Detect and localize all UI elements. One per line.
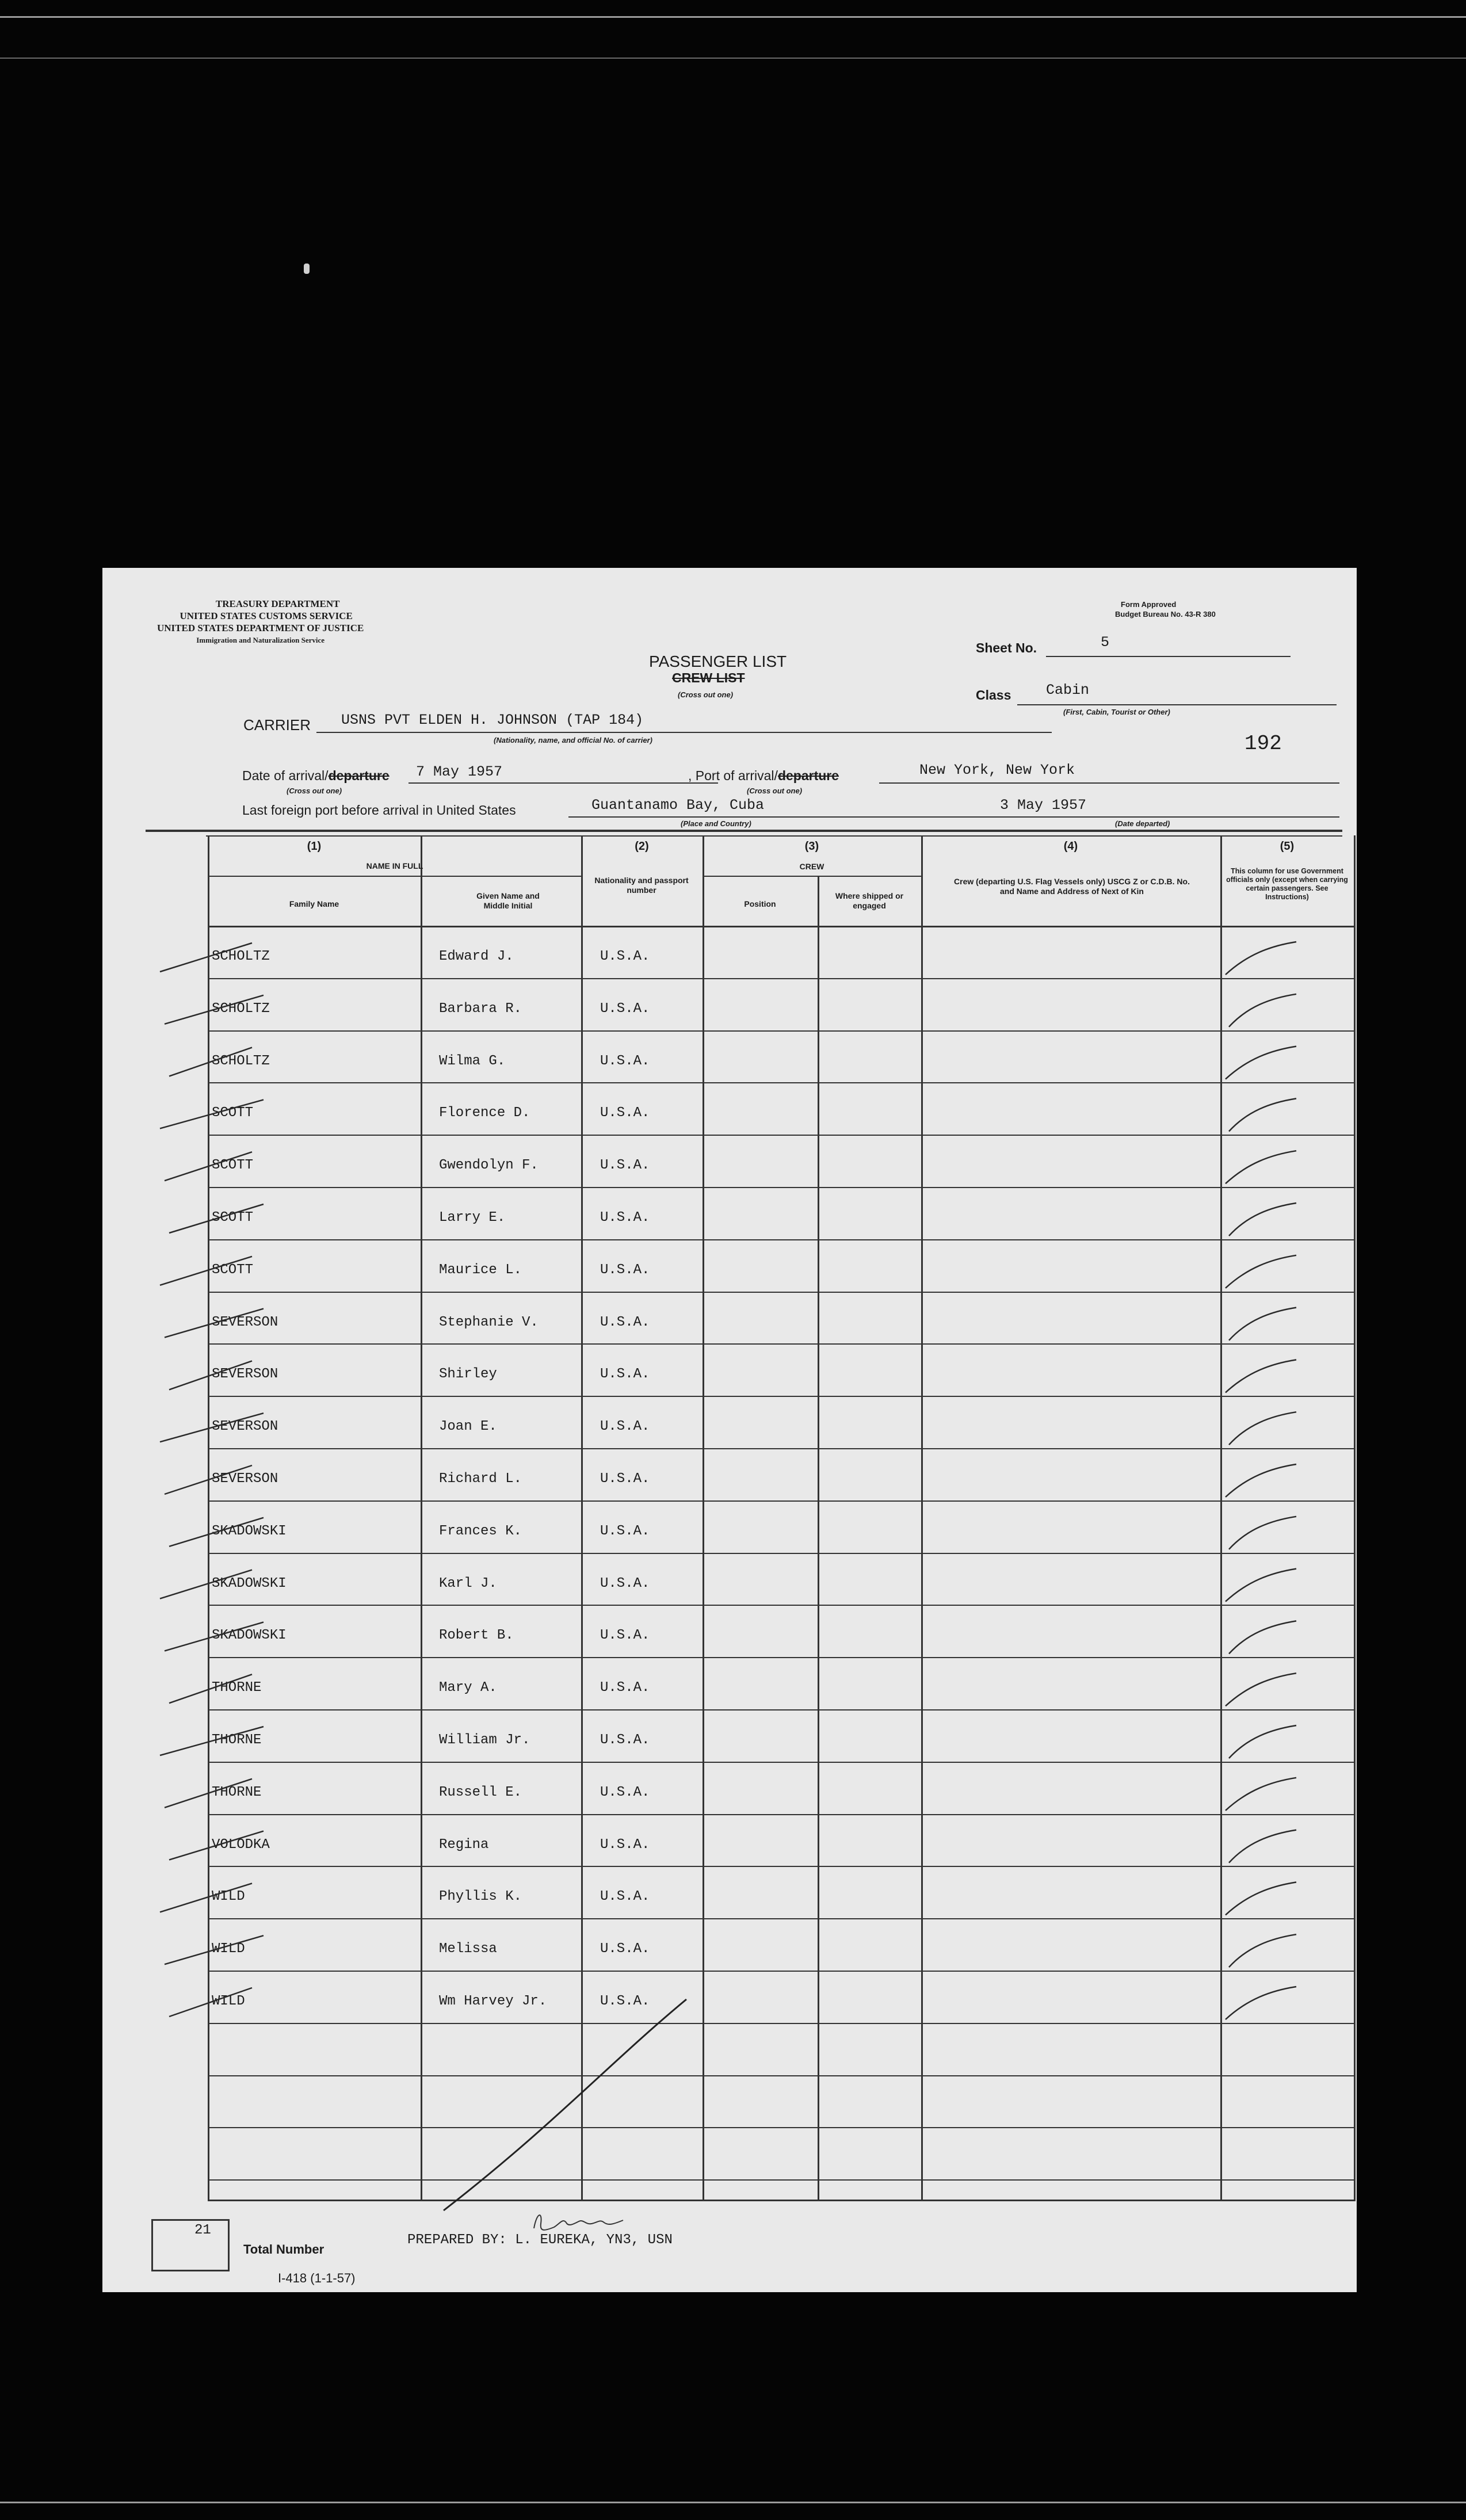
official-check-mark xyxy=(1229,994,1296,1027)
margin-check-mark xyxy=(165,1309,264,1338)
margin-check-mark xyxy=(160,1883,252,1912)
official-check-mark xyxy=(1226,1151,1296,1183)
official-check-mark xyxy=(1226,1673,1296,1706)
col2-number: (2) xyxy=(635,840,649,853)
family-name-cell: SKADOWSKI xyxy=(212,1628,287,1644)
nationality-cell: U.S.A. xyxy=(600,1210,650,1225)
col3-number: (3) xyxy=(804,840,819,853)
given-name-cell: Russell E. xyxy=(439,1784,522,1800)
margin-check-mark xyxy=(165,1465,252,1494)
family-name-cell: THORNE xyxy=(212,1784,262,1800)
col5-number: (5) xyxy=(1280,840,1295,853)
nationality-cell: U.S.A. xyxy=(600,1419,650,1435)
official-check-mark xyxy=(1229,1412,1296,1445)
title-crew-list: CREW LIST xyxy=(672,670,745,685)
col2-title: Nationality and passport number xyxy=(594,876,689,895)
margin-check-mark xyxy=(169,1361,252,1389)
given-name-cell: Shirley xyxy=(439,1366,497,1383)
official-check-mark xyxy=(1229,1830,1296,1863)
family-name-cell: WILD xyxy=(212,1941,245,1957)
given-name-cell: Regina xyxy=(439,1836,489,1853)
nationality-cell: U.S.A. xyxy=(600,1941,650,1957)
official-check-mark xyxy=(1229,1517,1296,1549)
arrival-port-value: New York, New York xyxy=(919,762,1075,778)
total-number-box xyxy=(151,2219,230,2271)
handwritten-marks xyxy=(102,568,1357,2292)
departed-date-hint: (Date departed) xyxy=(1115,819,1170,828)
col4-number: (4) xyxy=(1063,840,1078,853)
family-name-cell: SCOTT xyxy=(212,1262,254,1278)
col1-title: NAME IN FULL xyxy=(366,861,423,870)
official-check-mark xyxy=(1229,1203,1296,1236)
nationality-cell: U.S.A. xyxy=(600,1523,650,1539)
check-marks xyxy=(160,942,1296,2019)
margin-check-mark xyxy=(160,1570,252,1599)
margin-check-mark xyxy=(165,1779,252,1808)
given-name-cell: Melissa xyxy=(439,1941,497,1957)
nationality-cell: U.S.A. xyxy=(600,1994,650,2009)
scan-border-bottom xyxy=(0,2502,1466,2503)
margin-check-mark xyxy=(165,1935,264,1964)
carrier-label: CARRIER xyxy=(243,716,311,734)
margin-check-mark xyxy=(165,1152,252,1181)
margin-check-mark xyxy=(169,1518,264,1547)
title-passenger-list: PASSENGER LIST xyxy=(649,652,787,670)
col5-title: This column for use Government officials only (except when carrying certain passengers. See Instructions) xyxy=(1226,867,1348,901)
margin-check-mark xyxy=(169,1674,252,1703)
official-check-mark xyxy=(1226,1987,1296,2019)
margin-check-mark xyxy=(160,1099,264,1128)
official-check-mark xyxy=(1229,1308,1296,1341)
family-name-cell: THORNE xyxy=(212,1732,262,1748)
col1-number: (1) xyxy=(307,840,322,853)
carrier-value: USNS PVT ELDEN H. JOHNSON (TAP 184) xyxy=(341,712,644,728)
margin-check-mark xyxy=(169,1048,252,1076)
total-number-value: 21 xyxy=(194,2223,211,2238)
nationality-cell: U.S.A. xyxy=(600,1262,650,1278)
col3-title: CREW xyxy=(799,862,824,871)
form-approval: Form Approved Budget Bureau No. 43-R 380 xyxy=(1115,600,1216,618)
nationality-cell: U.S.A. xyxy=(600,1001,650,1017)
class-hint: (First, Cabin, Tourist or Other) xyxy=(1063,708,1170,716)
arrival-date-hint: (Cross out one) xyxy=(287,786,342,795)
arrival-date-value: 7 May 1957 xyxy=(416,763,503,780)
given-name-cell: Richard L. xyxy=(439,1471,522,1487)
arrival-port-hint: (Cross out one) xyxy=(747,786,803,795)
given-name-cell: Barbara R. xyxy=(439,1001,522,1017)
margin-check-mark xyxy=(165,1622,264,1651)
family-name-cell: SCOTT xyxy=(212,1158,254,1174)
margin-check-mark xyxy=(160,943,252,972)
arrival-date-label: Date of arrival/departure xyxy=(242,768,390,783)
foreign-port-value: Guantanamo Bay, Cuba xyxy=(591,797,765,814)
given-name-cell: Phyllis K. xyxy=(439,1889,522,1905)
official-check-mark xyxy=(1226,1047,1296,1079)
margin-check-mark xyxy=(169,1831,264,1860)
family-name-cell: SEVERSON xyxy=(212,1419,278,1435)
signature xyxy=(528,2206,643,2241)
official-check-mark xyxy=(1226,1778,1296,1811)
scan-border-line xyxy=(0,58,1466,59)
given-name-cell: Frances K. xyxy=(439,1523,522,1539)
official-check-mark xyxy=(1229,1725,1296,1758)
scan-speck xyxy=(304,264,310,274)
given-name-cell: Maurice L. xyxy=(439,1262,522,1278)
family-name-cell: SKADOWSKI xyxy=(212,1523,287,1539)
official-check-mark xyxy=(1229,1934,1296,1967)
nationality-cell: U.S.A. xyxy=(600,1680,650,1696)
nationality-cell: U.S.A. xyxy=(600,1575,650,1591)
sheet-value: 5 xyxy=(1101,634,1110,651)
nationality-cell: U.S.A. xyxy=(600,1314,650,1330)
col1b-title: Given Name and Middle Initial xyxy=(476,891,540,910)
family-name-cell: SCOTT xyxy=(212,1105,254,1121)
form-number: I-418 (1-1-57) xyxy=(278,2271,356,2285)
family-name-cell: WILD xyxy=(212,1994,245,2009)
family-name-cell: SCHOLTZ xyxy=(212,1053,270,1069)
family-name-cell: SCHOLTZ xyxy=(212,1001,270,1017)
nationality-cell: U.S.A. xyxy=(600,1366,650,1383)
given-name-cell: William Jr. xyxy=(439,1732,530,1748)
official-check-mark xyxy=(1229,1621,1296,1654)
margin-check-mark xyxy=(160,1727,264,1755)
margin-check-mark xyxy=(165,995,264,1024)
given-name-cell: Stephanie V. xyxy=(439,1314,539,1330)
class-value: Cabin xyxy=(1046,682,1090,698)
nationality-cell: U.S.A. xyxy=(600,1836,650,1853)
official-check-mark xyxy=(1226,1360,1296,1392)
nationality-cell: U.S.A. xyxy=(600,1053,650,1069)
col3a-title: Position xyxy=(744,899,776,908)
document-sheet xyxy=(102,568,1357,2292)
given-name-cell: Mary A. xyxy=(439,1680,497,1696)
given-name-cell: Joan E. xyxy=(439,1419,497,1435)
given-name-cell: Larry E. xyxy=(439,1210,506,1225)
margin-check-mark xyxy=(160,1257,252,1285)
given-name-cell: Wilma G. xyxy=(439,1053,506,1069)
margin-check-mark xyxy=(160,1413,264,1442)
nationality-cell: U.S.A. xyxy=(600,1628,650,1644)
official-check-mark xyxy=(1229,1098,1296,1131)
family-name-cell: SCOTT xyxy=(212,1210,254,1225)
title-hint: (Cross out one) xyxy=(678,690,734,699)
page-number: 192 xyxy=(1244,732,1282,755)
nationality-cell: U.S.A. xyxy=(600,1784,650,1800)
given-name-cell: Karl J. xyxy=(439,1575,497,1591)
margin-check-mark xyxy=(169,1988,252,2017)
family-name-cell: SEVERSON xyxy=(212,1314,278,1330)
nationality-cell: U.S.A. xyxy=(600,949,650,964)
given-name-cell: Robert B. xyxy=(439,1628,514,1644)
unused-rows-strike-line xyxy=(444,1999,686,2210)
official-check-mark xyxy=(1226,942,1296,975)
foreign-port-hint: (Place and Country) xyxy=(681,819,751,828)
total-number-label: Total Number xyxy=(243,2242,324,2256)
class-label: Class xyxy=(976,688,1011,702)
official-check-mark xyxy=(1226,1464,1296,1497)
nationality-cell: U.S.A. xyxy=(600,1105,650,1121)
nationality-cell: U.S.A. xyxy=(600,1732,650,1748)
family-name-cell: SKADOWSKI xyxy=(212,1575,287,1591)
departed-date-value: 3 May 1957 xyxy=(1000,797,1087,814)
col1a-title: Family Name xyxy=(289,899,339,908)
family-name-cell: THORNE xyxy=(212,1680,262,1696)
agency-header: TREASURY DEPARTMENT UNITED STATES CUSTOMS SERVICE UNITED STATES DEPARTMENT OF JUSTICE Immigration and Naturalization Service xyxy=(157,598,364,644)
nationality-cell: U.S.A. xyxy=(600,1158,650,1174)
family-name-cell: SCHOLTZ xyxy=(212,949,270,964)
nationality-cell: U.S.A. xyxy=(600,1889,650,1905)
given-name-cell: Edward J. xyxy=(439,949,514,964)
official-check-mark xyxy=(1226,1882,1296,1915)
official-check-mark xyxy=(1226,1255,1296,1288)
family-name-cell: SEVERSON xyxy=(212,1471,278,1487)
col3b-title: Where shipped or engaged xyxy=(835,891,904,910)
carrier-hint: (Nationality, name, and official No. of carrier) xyxy=(494,736,652,744)
sheet-label: Sheet No. xyxy=(976,640,1037,655)
family-name-cell: SEVERSON xyxy=(212,1366,278,1383)
given-name-cell: Florence D. xyxy=(439,1105,530,1121)
arrival-port-label: , Port of arrival/departure xyxy=(688,768,839,783)
official-check-mark xyxy=(1226,1569,1296,1602)
prepared-by: PREPARED BY: L. EUREKA, YN3, USN xyxy=(407,2232,673,2248)
margin-check-mark xyxy=(169,1204,264,1233)
col4-title: Crew (departing U.S. Flag Vessels only) USCG Z or C.D.B. No. and Name and Address of Next of Kin xyxy=(954,877,1190,896)
given-name-cell: Gwendolyn F. xyxy=(439,1158,539,1174)
foreign-port-label: Last foreign port before arrival in United States xyxy=(242,803,516,818)
family-name-cell: VOLODKA xyxy=(212,1836,270,1853)
given-name-cell: Wm Harvey Jr. xyxy=(439,1994,547,2009)
scan-border-top xyxy=(0,16,1466,18)
nationality-cell: U.S.A. xyxy=(600,1471,650,1487)
family-name-cell: WILD xyxy=(212,1889,245,1905)
